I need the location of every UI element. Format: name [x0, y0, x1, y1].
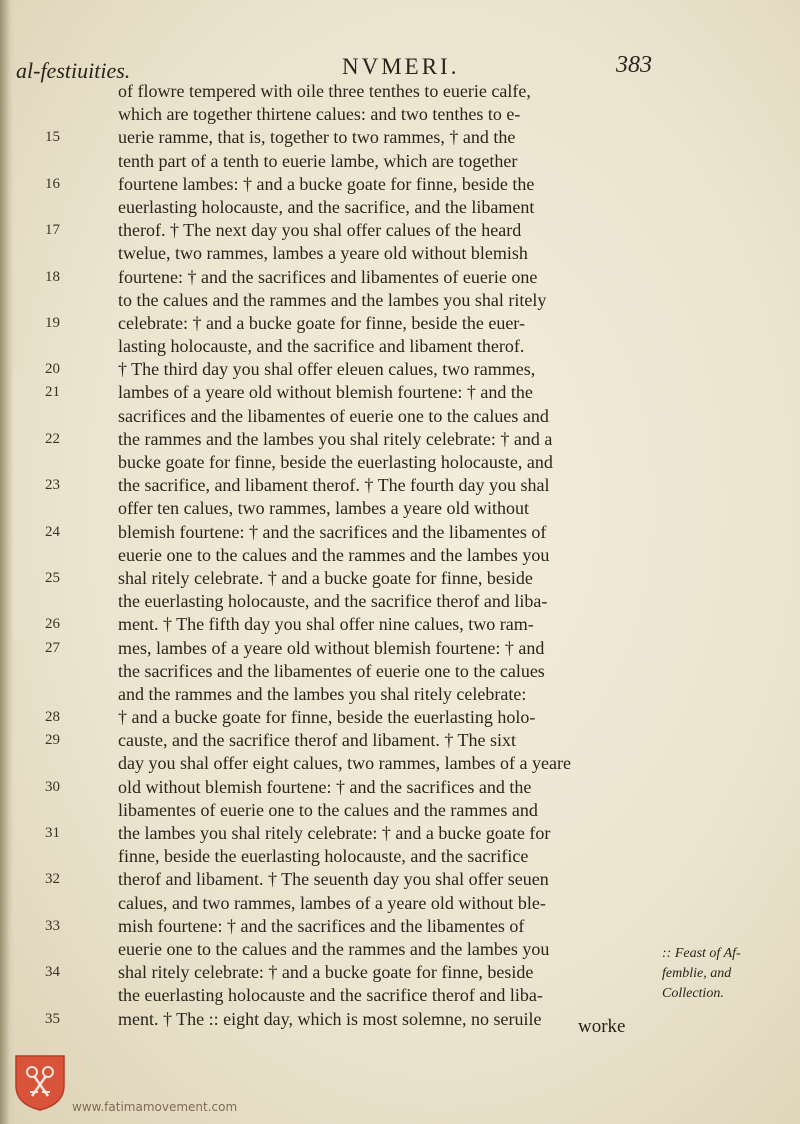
line-text: fourtene lambes: † and a bucke goate for finne, beside the: [118, 173, 535, 194]
watermark-url: www.fatimamovement.com: [72, 1100, 238, 1114]
line-text: and the rammes and the lambes you shal ritely celebrate:: [118, 683, 527, 704]
scripture-text: [45, 80, 690, 1031]
line-text: the lambes you shal ritely celebrate: † and a bucke goate for: [118, 823, 551, 843]
line-text: the rammes and the lambes you shal ritely celebrate: † and a: [118, 428, 553, 449]
text-line: [70, 984, 690, 1007]
verse-number: 20: [45, 361, 60, 378]
verse-number: 29: [45, 732, 60, 749]
catchword: worke: [578, 1016, 626, 1037]
verse-number: 26: [45, 616, 60, 633]
line-text: celebrate: † and a bucke goate for finne, beside the euer-: [118, 312, 525, 333]
text-line: [45, 521, 690, 544]
verse-number: 25: [45, 569, 60, 586]
verse-number: 15: [45, 129, 60, 146]
text-line: [70, 752, 690, 775]
text-line: [70, 892, 690, 915]
text-line: [70, 660, 690, 683]
line-text: day you shal offer eight calues, two rammes, lambes of a yeare: [118, 753, 572, 774]
text-line: [70, 196, 690, 219]
verse-number: 21: [45, 384, 60, 401]
margin-note: [662, 944, 792, 1004]
verse-number: 22: [45, 430, 60, 447]
text-line: [45, 706, 690, 729]
verse-number: 17: [45, 222, 60, 239]
text-line: [70, 80, 690, 103]
line-text: ment. † The fifth day you shal offer nine calues, two ram-: [118, 614, 534, 635]
line-text: to the calues and the rammes and the lambes you shal ritely: [118, 289, 547, 310]
text-line: [45, 613, 690, 636]
line-text: lambes of a yeare old without blemish fourtene: † and the: [118, 382, 533, 403]
line-text: shal ritely celebrate. † and a bucke goate for finne, beside: [118, 567, 533, 588]
text-line: [45, 126, 690, 149]
line-text: fourtene: † and the sacrifices and libamentes of euerie one: [118, 266, 538, 287]
text-line: [70, 938, 690, 961]
line-text: the sacrifices and the libamentes of euerie one to the calues: [118, 660, 545, 681]
verse-number: 27: [45, 639, 60, 656]
line-text: lasting holocauste, and the sacrifice and libament therof.: [118, 336, 525, 357]
margin-note-line: Collection.: [662, 986, 724, 1001]
line-text: which are together thirtene calues: and two tenthes to e-: [118, 104, 521, 125]
line-text: of flowre tempered with oile three tenthes to euerie calfe,: [118, 81, 531, 101]
verse-number: 31: [45, 825, 60, 841]
verse-number: 24: [45, 523, 60, 540]
text-line: [70, 405, 690, 428]
line-text: twelue, two rammes, lambes a yeare old without blemish: [118, 243, 528, 264]
text-line: [70, 544, 690, 567]
text-line: [45, 358, 690, 381]
line-text: therof. † The next day you shal offer calues of the heard: [118, 220, 522, 241]
verse-number: 30: [45, 778, 60, 795]
book-title: NVMERI.: [342, 54, 460, 79]
text-line: [45, 776, 690, 799]
line-text: the euerlasting holocauste, and the sacrifice therof and liba-: [118, 591, 548, 612]
line-text: offer ten calues, two rammes, lambes a yeare old without: [118, 498, 530, 519]
text-line: [45, 868, 690, 891]
line-text: ment. † The :: eight day, which is most solemne, no seruile: [118, 1008, 542, 1029]
verse-number: 18: [45, 268, 60, 285]
line-text: mes, lambes of a yeare old without blemish fourtene: † and: [118, 637, 545, 658]
line-text: † The third day you shal offer eleuen calues, two rammes,: [118, 359, 536, 380]
text-line: [45, 266, 690, 289]
text-line: [70, 103, 690, 126]
text-line: [45, 219, 690, 242]
text-line: [70, 799, 690, 822]
page-number: 383: [616, 52, 652, 78]
text-line: [45, 428, 690, 451]
line-text: old without blemish fourtene: † and the sacrifices and the: [118, 776, 532, 797]
text-line: [45, 567, 690, 590]
text-line: [45, 822, 690, 845]
line-text: blemish fourtene: † and the sacrifices and the libamentes of: [118, 521, 547, 542]
verse-number: 35: [45, 1010, 60, 1027]
text-line: [45, 729, 690, 752]
margin-note-line: :: Feast of Af-: [662, 946, 741, 961]
line-text: euerie one to the calues and the rammes and the lambes you: [118, 544, 550, 565]
line-text: the euerlasting holocauste and the sacrifice therof and liba-: [118, 985, 543, 1006]
line-text: tenth part of a tenth to euerie lambe, which are together: [118, 150, 518, 171]
verse-number: 34: [45, 964, 60, 981]
line-text: uerie ramme, that is, together to two rammes, † and the: [118, 127, 516, 148]
text-line: [70, 335, 690, 358]
line-text: libamentes of euerie one to the calues and the rammes and: [118, 799, 538, 820]
line-text: bucke goate for finne, beside the euerlasting holocauste, and: [118, 452, 553, 472]
verse-number: 16: [45, 175, 60, 192]
text-line: [45, 915, 690, 938]
verse-number: 19: [45, 314, 60, 331]
text-line: [70, 683, 690, 706]
line-text: shal ritely celebrate: † and a bucke goate for finne, beside: [118, 962, 534, 983]
verse-number: 33: [45, 917, 60, 934]
verse-number: 23: [45, 477, 60, 494]
verse-number: 28: [45, 709, 60, 726]
text-line: [70, 845, 690, 868]
text-line: [45, 312, 690, 335]
text-line: [45, 474, 690, 497]
line-text: euerlasting holocauste, and the sacrifice, and the libament: [118, 196, 535, 217]
running-title: al-festiuities.: [16, 58, 131, 83]
line-text: the sacrifice, and libament therof. † The fourth day you shal: [118, 475, 550, 496]
text-line: [45, 173, 690, 196]
margin-note-line: femblie, and: [662, 966, 732, 981]
line-text: sacrifices and the libamentes of euerie one to the calues and: [118, 405, 549, 426]
text-line: [70, 451, 690, 474]
text-line: [45, 381, 690, 404]
line-text: mish fourtene: † and the sacrifices and the libamentes of: [118, 915, 525, 936]
text-line: [45, 637, 690, 660]
verse-number: 32: [45, 871, 60, 888]
text-line: [70, 242, 690, 265]
text-line: [70, 590, 690, 613]
text-line: [70, 497, 690, 520]
line-text: euerie one to the calues and the rammes and the lambes you: [118, 938, 550, 959]
line-text: therof and libament. † The seuenth day you shal offer seuen: [118, 869, 549, 890]
text-line: [70, 289, 690, 312]
shield-logo-icon: [12, 1052, 68, 1112]
line-text: calues, and two rammes, lambes of a yeare old without ble-: [118, 892, 546, 913]
page-binding-edge: [0, 0, 14, 1124]
line-text: causte, and the sacrifice therof and libament. † The sixt: [118, 730, 517, 751]
text-line: [45, 961, 690, 984]
line-text: finne, beside the euerlasting holocauste, and the sacrifice: [118, 846, 529, 867]
line-text: † and a bucke goate for finne, beside the euerlasting holo-: [118, 707, 536, 728]
text-line: [70, 150, 690, 173]
